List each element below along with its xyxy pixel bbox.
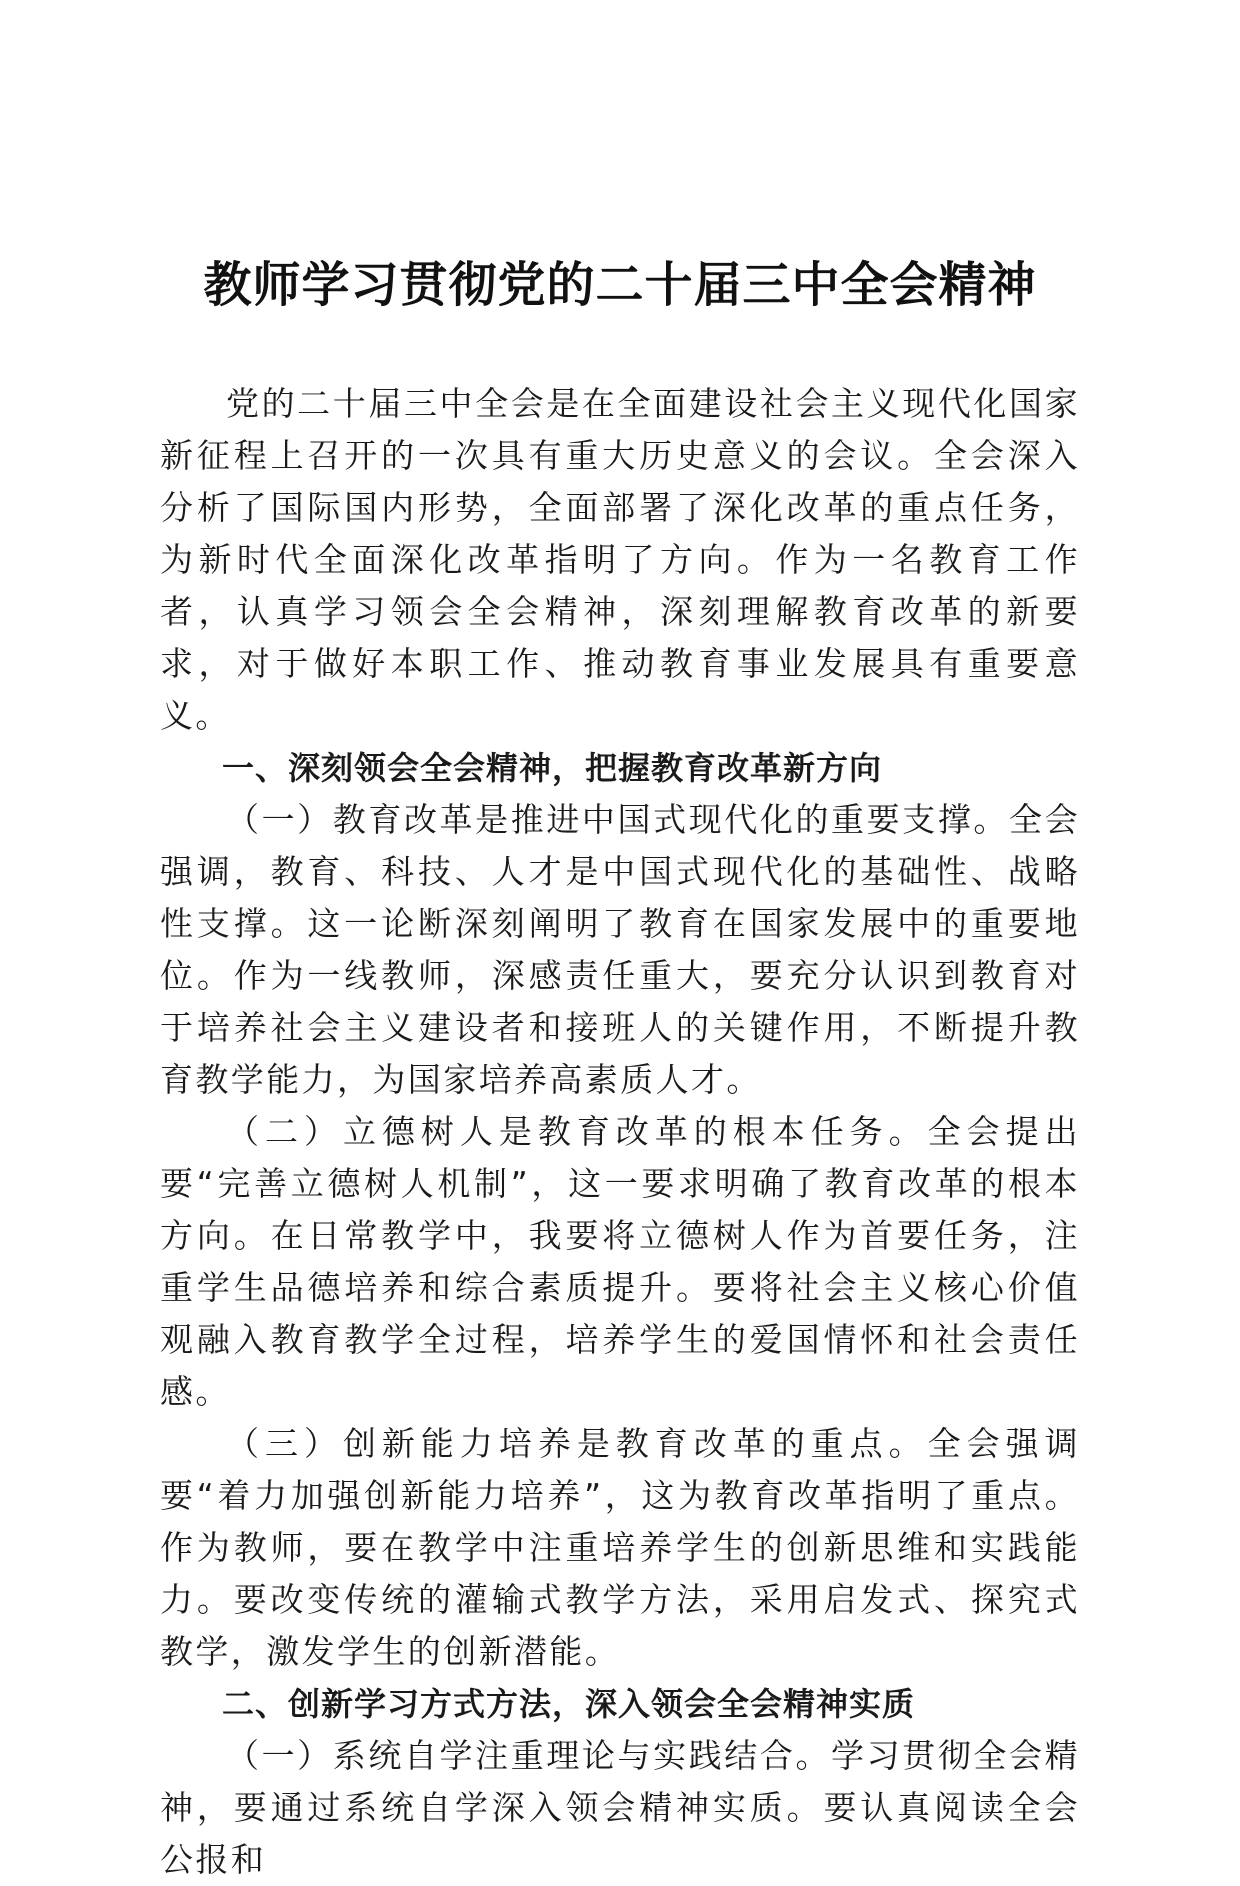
section-1-paragraph-3: （三）创新能力培养是教育改革的重点。全会强调要“着力加强创新能力培养”，这为教育改革指明了重点。作为教师，要在教学中注重培养学生的创新思维和实践能力。要改变传统的灌输式教学方法，采用启发式、探究式教学，激发学生的创新潜能。 <box>160 1424 1080 1671</box>
section-2-paragraph-1: （一）系统自学注重理论与实践结合。学习贯彻全会精神，要通过系统自学深入领会精神实质。要认真阅读全会公报和 <box>160 1736 1080 1879</box>
section-2-heading: 二、创新学习方式方法，深入领会全会精神实质 <box>222 1685 916 1723</box>
document-body <box>160 378 1080 1886</box>
section-1-paragraph-1: （一）教育改革是推进中国式现代化的重要支撑。全会强调，教育、科技、人才是中国式现代化的基础性、战略性支撑。这一论断深刻阐明了教育在国家发展中的重要地位。作为一线教师，深感责任重大，要充分认识到教育对于培养社会主义建设者和接班人的关键作用，不断提升教育教学能力，为国家培养高素质人才。 <box>160 800 1080 1099</box>
intro-paragraph: 党的二十届三中全会是在全面建设社会主义现代化国家新征程上召开的一次具有重大历史意义的会议。全会深入分析了国际国内形势，全面部署了深化改革的重点任务，为新时代全面深化改革指明了方向。作为一名教育工作者，认真学习领会全会精神，深刻理解教育改革的新要求，对于做好本职工作、推动教育事业发展具有重要意义。 <box>160 384 1080 735</box>
section-1-paragraph-2: （二）立德树人是教育改革的根本任务。全会提出要“完善立德树人机制”，这一要求明确了教育改革的根本方向。在日常教学中，我要将立德树人作为首要任务，注重学生品德培养和综合素质提升。要将社会主义核心价值观融入教育教学全过程，培养学生的爱国情怀和社会责任感。 <box>160 1112 1080 1411</box>
document-title: 教师学习贯彻党的二十届三中全会精神 <box>203 257 1037 313</box>
section-1-heading: 一、深刻领会全会精神，把握教育改革新方向 <box>222 749 883 787</box>
